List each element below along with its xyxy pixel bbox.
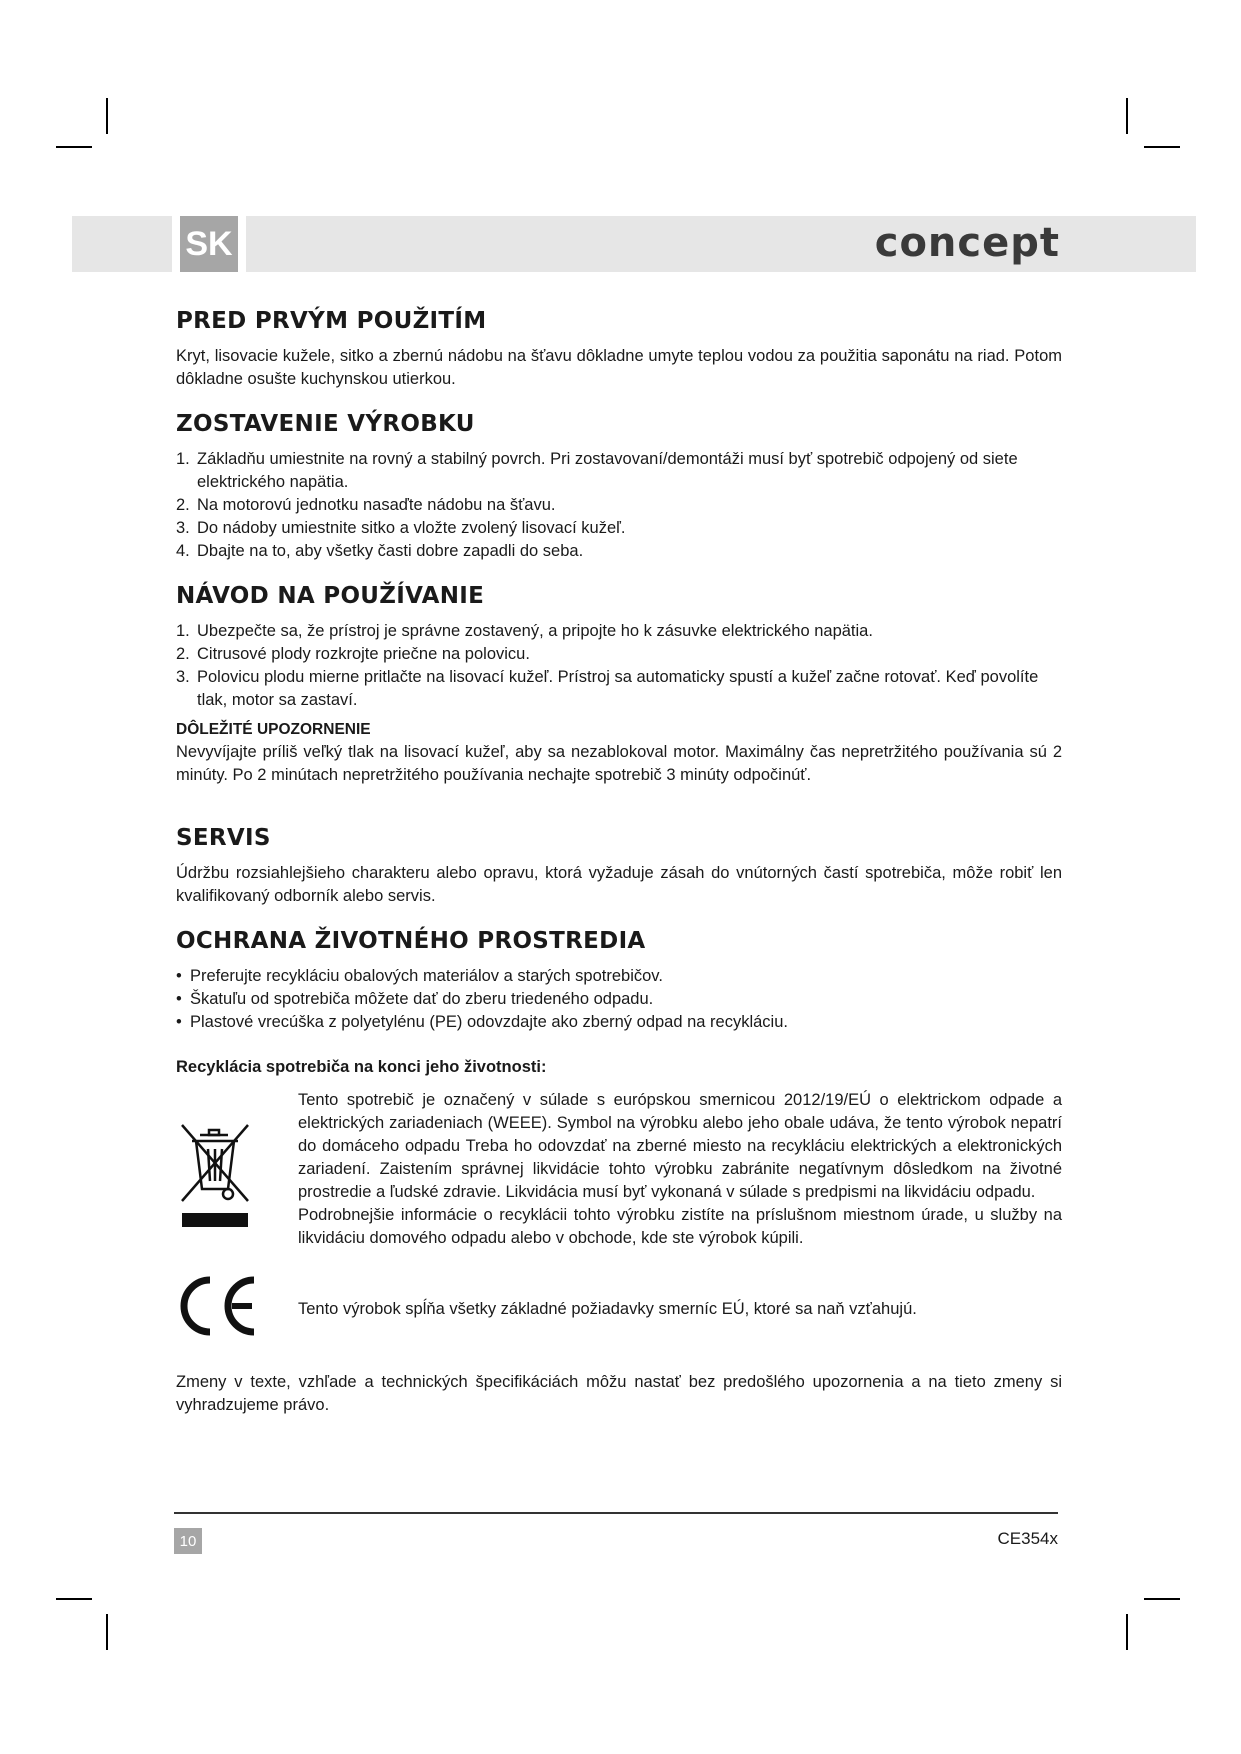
header-band-left <box>72 216 172 272</box>
section-title: PRED PRVÝM POUŽITÍM <box>176 308 487 334</box>
ce-text: Tento výrobok spĺňa všetky základné požiadavky smerníc EÚ, ktoré sa naň vzťahujú. <box>298 1300 917 1318</box>
page-content <box>176 310 1062 1431</box>
section-title: NÁVOD NA POUŽÍVANIE <box>176 583 485 609</box>
weee-bin-icon <box>176 1089 298 1250</box>
list-item: • Preferujte recykláciu obalových materiálov a starých spotrebičov. <box>176 965 1062 988</box>
crop-mark <box>106 1614 108 1650</box>
section-usage <box>176 585 1062 787</box>
recycling-title: Recyklácia spotrebiča na konci jeho životnosti: <box>176 1058 547 1076</box>
list-item: 2. Citrusové plody rozkrojte priečne na polovicu. <box>176 645 530 663</box>
section-first-use <box>176 310 1062 391</box>
assembly-steps <box>176 448 1062 563</box>
crop-mark <box>106 98 108 134</box>
crop-mark <box>1144 1598 1180 1600</box>
language-badge: SK <box>180 216 238 272</box>
weee-block <box>176 1089 1062 1250</box>
header-band-right <box>246 216 1196 272</box>
section-environment <box>176 930 1062 1417</box>
list-item: 1. Základňu umiestnite na rovný a stabilný povrch. Pri zostavovaní/demontáži musí byť spotrebič odpojený od siete elektrického napätia. <box>176 450 1018 491</box>
crop-mark <box>1126 98 1128 134</box>
crop-mark <box>1126 1614 1128 1650</box>
crop-mark <box>56 1598 92 1600</box>
page-number: 10 <box>174 1528 202 1554</box>
final-note: Zmeny v texte, vzhľade a technických špecifikáciách môžu nastať bez predošlého upozornenia a na tieto zmeny si vyhradzujeme právo. <box>176 1373 1062 1414</box>
crop-mark <box>1144 146 1180 148</box>
environment-bullets <box>176 965 1062 1034</box>
weee-text: Tento spotrebič je označený v súlade s európskou smernicou 2012/19/EÚ o elektrickom odpade a elektrických zariadeniach (WEEE). Symbol na výrobku alebo jeho obale udáva, že tento výrobok nepatrí do domáceho odpadu Treba ho odovzdať na zberné miesto na recykláciu elektrických a elektronických zariadení. Zaistením správnej likvidácie tohto výrobku zabránite negatívnym dôsledkom na životné prostredie a ľudské zdravie. Likvidácia musí byť vykonaná v súlade s predpismi na likvidáciu odpadu. Podrobnejšie informácie o recyklácii tohto výrobku zistíte na príslušnom miestnom úrade, u služby na likvidáciu domového odpadu alebo v obchode, kde ste výrobok kúpili. <box>298 1091 1062 1247</box>
list-item: 2. Na motorovú jednotku nasaďte nádobu na šťavu. <box>176 496 556 514</box>
paragraph: Kryt, lisovacie kužele, sitko a zbernú nádobu na šťavu dôkladne umyte teplou vodou za použitia saponátu na riad. Potom dôkladne osušte kuchynskou utierkou. <box>176 347 1062 388</box>
paragraph: Údržbu rozsiahlejšieho charakteru alebo opravu, ktorá vyžaduje zásah do vnútorných častí spotrebiča, môže robiť len kvalifikovaný odborník alebo servis. <box>176 864 1062 905</box>
brand-logo: concept <box>874 220 1060 266</box>
crop-mark <box>56 146 92 148</box>
section-title: SERVIS <box>176 825 271 851</box>
ce-mark-icon <box>176 1274 298 1345</box>
list-item: • Plastové vrecúška z polyetylénu (PE) odovzdajte ako zberný odpad na recykláciu. <box>176 1011 1062 1034</box>
list-item: 3. Do nádoby umiestnite sitko a vložte zvolený lisovací kužeľ. <box>176 519 626 537</box>
warning-title: DÔLEŽITÉ UPOZORNENIE <box>176 721 371 738</box>
list-item: 3. Polovicu plodu mierne pritlačte na lisovací kužeľ. Prístroj sa automaticky spustí a kužeľ začne rotovať. Keď povolíte tlak, motor sa zastaví. <box>176 668 1039 709</box>
page-header <box>72 216 1196 272</box>
section-title: ZOSTAVENIE VÝROBKU <box>176 411 475 437</box>
usage-steps <box>176 620 1062 712</box>
model-number: CE354x <box>997 1529 1058 1548</box>
warning-text: Nevyvíjajte príliš veľký tlak na lisovací kužeľ, aby sa nezablokoval motor. Maximálny čas nepretržitého používania sú 2 minúty. Po 2 minútach nepretržitého používania nechajte spotrebič 3 minúty odpočinúť. <box>176 743 1062 784</box>
section-assembly <box>176 413 1062 563</box>
section-service <box>176 827 1062 908</box>
list-item: • Škatuľu od spotrebiča môžete dať do zberu triedeného odpadu. <box>176 988 1062 1011</box>
section-title: OCHRANA ŽIVOTNÉHO PROSTREDIA <box>176 928 646 954</box>
list-item: 1. Ubezpečte sa, že prístroj je správne zostavený, a pripojte ho k zásuvke elektrického napätia. <box>176 622 873 640</box>
ce-block <box>176 1274 1062 1345</box>
footer-divider <box>174 1512 1058 1514</box>
list-item: 4. Dbajte na to, aby všetky časti dobre zapadli do seba. <box>176 542 584 560</box>
